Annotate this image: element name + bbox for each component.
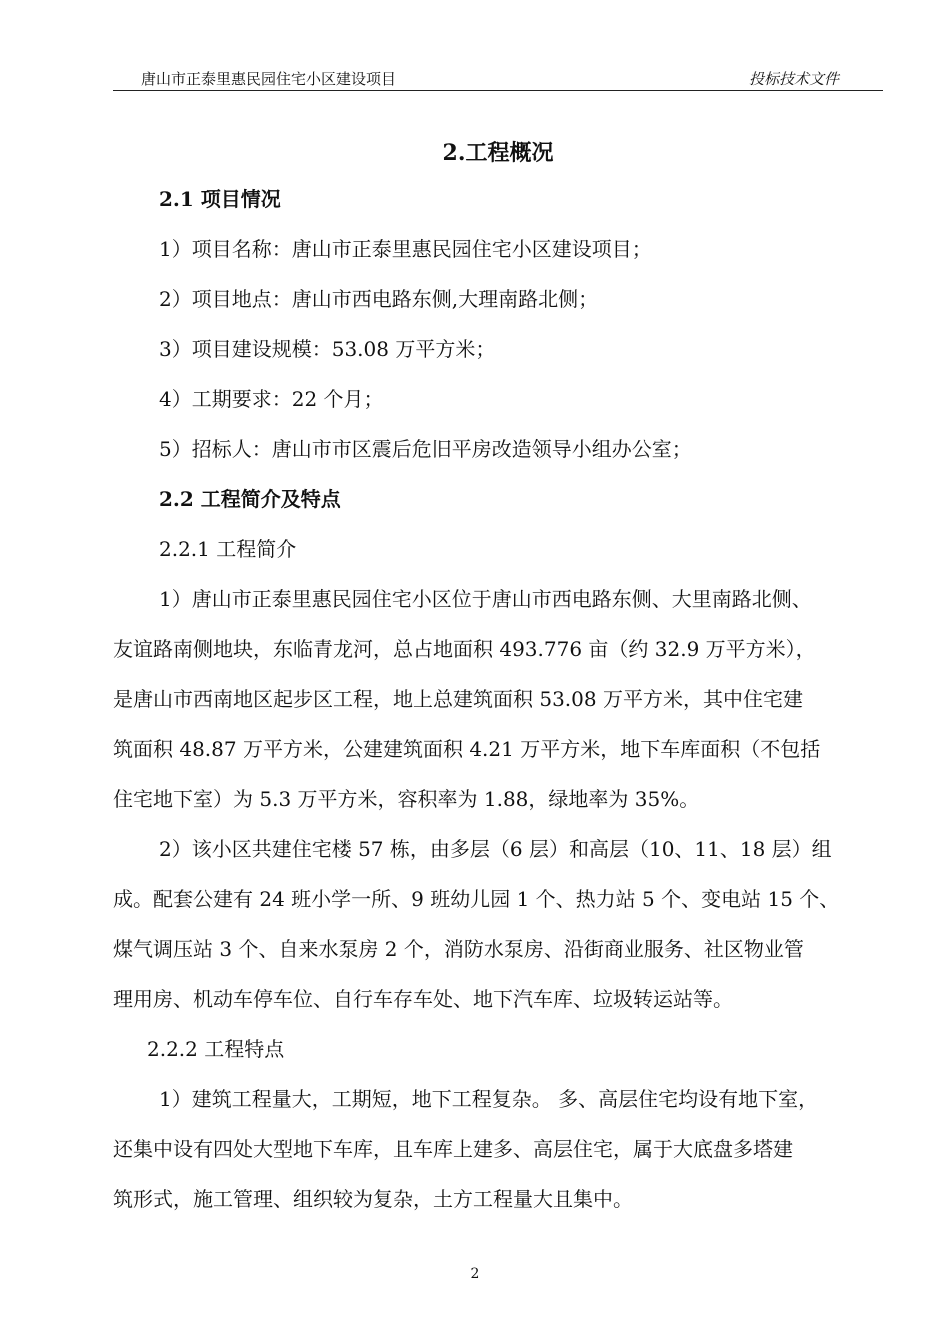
header-project-name: 唐山市正泰里惠民园住宅小区建设项目 [141, 70, 397, 88]
list-item: 3）项目建设规模：53.08 万平方米； [159, 337, 496, 361]
paragraph-line: 成。配套公建有 24 班小学一所、9 班幼儿园 1 个、热力站 5 个、变电站 15 个、 [113, 887, 840, 911]
list-item: 4）工期要求：22 个月； [159, 387, 384, 411]
page-title: 2.工程概况 [442, 140, 554, 166]
paragraph-line: 是唐山市西南地区起步区工程，地上总建筑面积 53.08 万平方米，其中住宅建 [113, 687, 803, 711]
list-item: 5）招标人：唐山市市区震后危旧平房改造领导小组办公室； [159, 437, 692, 461]
paragraph-line: 煤气调压站 3 个、自来水泵房 2 个，消防水泵房、沿街商业服务、社区物业管 [113, 937, 804, 961]
header-document-type: 投标技术文件 [748, 70, 839, 88]
subsection-heading-2-2-2: 2.2.2 工程特点 [147, 1037, 285, 1061]
paragraph-line: 住宅地下室）为 5.3 万平方米，容积率为 1.88，绿地率为 35%。 [113, 787, 700, 811]
paragraph-line: 筑面积 48.87 万平方米，公建建筑面积 4.21 万平方米，地下车库面积（不包括 [113, 737, 821, 761]
paragraph-line: 还集中设有四处大型地下车库，且车库上建多、高层住宅，属于大底盘多塔建 [113, 1137, 793, 1161]
list-item: 2）项目地点：唐山市西电路东侧,大理南路北侧； [159, 287, 599, 311]
page-header [113, 66, 883, 91]
paragraph-line: 理用房、机动车停车位、自行车存车处、地下汽车库、垃圾转运站等。 [113, 987, 733, 1011]
paragraph-line: 筑形式，施工管理、组织较为复杂，土方工程量大且集中。 [113, 1187, 633, 1211]
paragraph-line: 1）建筑工程量大，工期短，地下工程复杂。 多、高层住宅均设有地下室， [159, 1087, 819, 1111]
paragraph-line: 2）该小区共建住宅楼 57 栋，由多层（6 层）和高层（10、11、18 层）组 [159, 837, 832, 861]
section-heading-2-1: 2.1 项目情况 [159, 187, 281, 211]
subsection-heading-2-2-1: 2.2.1 工程简介 [159, 537, 297, 561]
paragraph-line: 友谊路南侧地块，东临青龙河，总占地面积 493.776 亩（约 32.9 万平方米）， [113, 637, 816, 661]
paragraph-line: 1）唐山市正泰里惠民园住宅小区位于唐山市西电路东侧、大里南路北侧、 [159, 587, 812, 611]
page-number: 2 [470, 1266, 480, 1282]
list-item: 1）项目名称：唐山市正泰里惠民园住宅小区建设项目； [159, 237, 652, 261]
section-heading-2-2: 2.2 工程简介及特点 [159, 487, 341, 511]
